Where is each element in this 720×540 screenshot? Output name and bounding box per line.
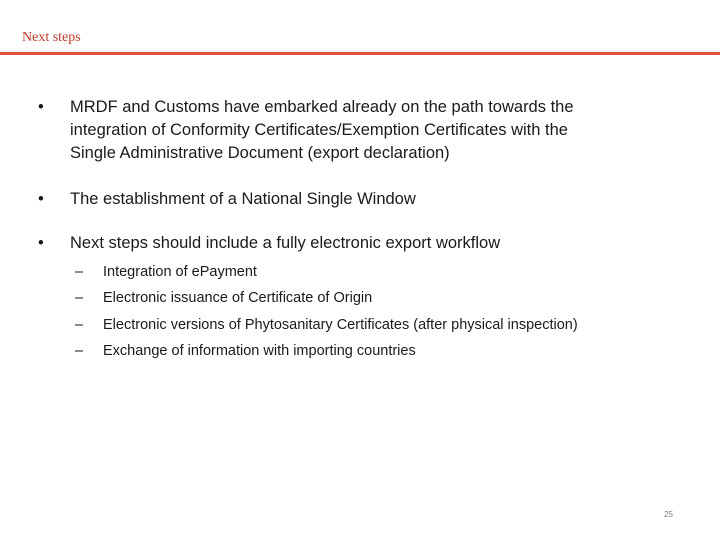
page-number: 25	[664, 510, 673, 519]
sub-bullet-marker: –	[75, 290, 84, 306]
bullet-marker: •	[38, 190, 44, 208]
bullet-text-line: integration of Conformity Certificates/Exemption Certificates with the	[70, 121, 568, 139]
sub-bullet-text: Electronic issuance of Certificate of Origin	[103, 290, 373, 306]
sub-bullet-marker: –	[75, 343, 84, 359]
bullet-text-line: The establishment of a National Single Window	[70, 190, 416, 208]
sub-bullet-marker: –	[75, 264, 84, 280]
sub-bullet-text: Integration of ePayment	[103, 264, 257, 280]
slide-title: Next steps	[22, 30, 81, 45]
sub-bullet-marker: –	[75, 317, 84, 333]
bullet-text-line: MRDF and Customs have embarked already on the path towards the	[70, 98, 574, 116]
bullet-marker: •	[38, 234, 44, 252]
bullet-text	[70, 188, 670, 211]
sub-bullet-text: Electronic versions of Phytosanitary Certificates (after physical inspection)	[103, 317, 578, 333]
bullet-marker: •	[38, 98, 44, 116]
bullet-text-line: Single Administrative Document (export declaration)	[70, 144, 450, 162]
bullet-text	[70, 96, 670, 165]
sub-bullet-text: Exchange of information with importing countries	[103, 343, 416, 359]
bullet-text-line: Next steps should include a fully electronic export workflow	[70, 234, 501, 252]
bullet-text	[70, 232, 670, 255]
